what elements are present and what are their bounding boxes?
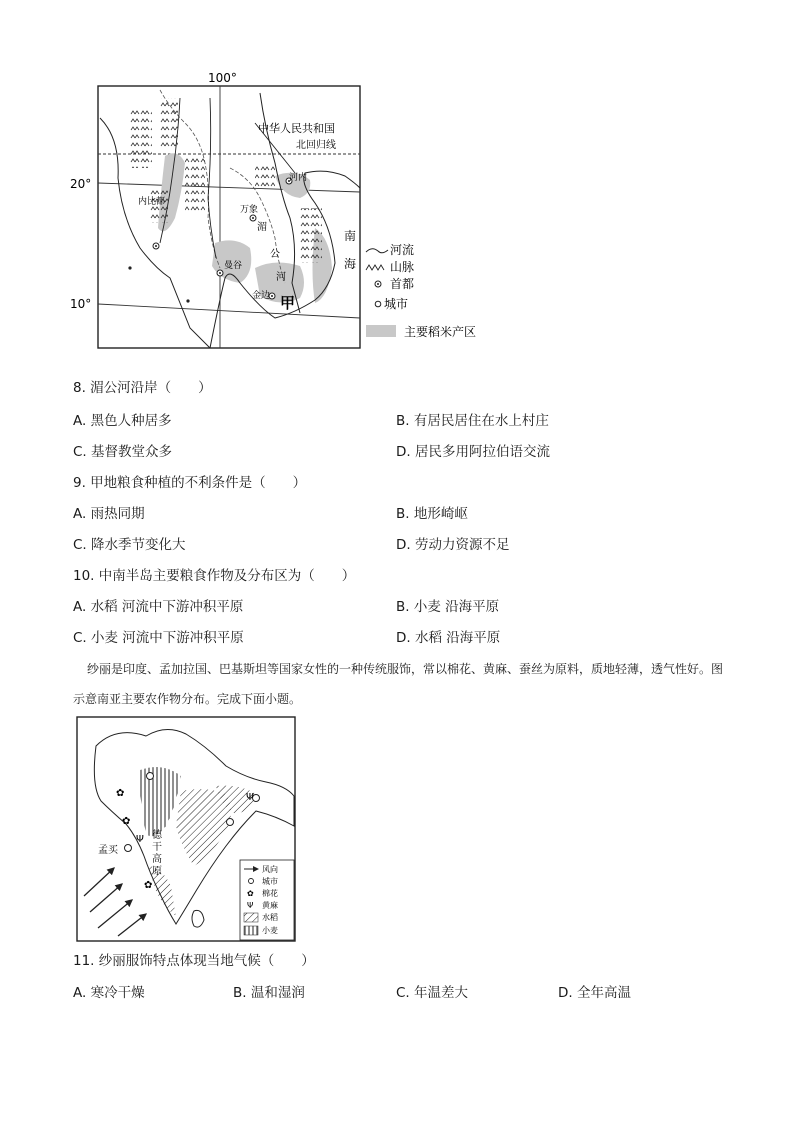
capital-marker-vientiane-dot bbox=[252, 217, 254, 219]
legend-wind: 风向 bbox=[262, 865, 278, 874]
jia-label: 甲 bbox=[280, 294, 296, 312]
city-label-naypyidaw: 内比都 bbox=[138, 197, 166, 207]
city-label-hanoi: 河内 bbox=[289, 173, 308, 183]
deccan-label-2: 干 bbox=[152, 842, 162, 853]
q8-option-d[interactable]: D. 居民多用阿拉伯语交流 bbox=[396, 444, 550, 460]
passage-text: 纱丽是印度、孟加拉国、巴基斯坦等国家女性的一种传统服饰，常以棉花、黄麻、蚕丝为原料，质地轻薄，透气性好。图示意南亚主要农作物分布。完成下面小题。 bbox=[73, 662, 724, 706]
capital-marker-phnompenh-dot bbox=[271, 295, 273, 297]
q11-option-b[interactable]: B. 温和湿润 bbox=[233, 985, 305, 1001]
jute-icon: Ψ bbox=[136, 834, 144, 845]
river-legend-icon bbox=[366, 249, 388, 253]
mekong-label-1: 湄 bbox=[257, 222, 267, 233]
q11-option-d[interactable]: D. 全年高温 bbox=[558, 985, 631, 1001]
mountain-range bbox=[255, 163, 275, 188]
lat-10-label: 10° bbox=[70, 297, 92, 311]
lat-20-label: 20° bbox=[70, 177, 92, 191]
capital-legend-icon-dot bbox=[377, 283, 379, 285]
q10-option-b[interactable]: B. 小麦 沿海平原 bbox=[396, 599, 500, 615]
cotton-icon: ✿ bbox=[122, 816, 131, 827]
deccan-label-3: 高 bbox=[152, 854, 162, 865]
legend-capital: 首都 bbox=[390, 277, 415, 291]
city-marker bbox=[227, 819, 234, 826]
legend-mountain: 山脉 bbox=[390, 260, 415, 274]
legend-city: 城市 bbox=[384, 297, 409, 311]
city-label-bangkok: 曼谷 bbox=[224, 261, 243, 271]
mountain-legend-icon bbox=[366, 265, 384, 270]
jute-icon: Ψ bbox=[246, 792, 254, 803]
legend-rice: 水稻 bbox=[262, 913, 278, 922]
q11-option-c[interactable]: C. 年温差大 bbox=[396, 985, 469, 1001]
sea-label-2: 海 bbox=[344, 257, 357, 271]
mountain-range bbox=[300, 208, 322, 263]
rice-legend-swatch bbox=[366, 325, 396, 337]
q10-stem: 10. 中南半岛主要粮食作物及分布区为（ ） bbox=[73, 568, 356, 584]
deccan-label-4: 原 bbox=[152, 866, 162, 877]
mekong-label-3: 河 bbox=[276, 272, 286, 283]
city-legend-icon bbox=[249, 879, 254, 884]
legend-rice: 主要稻米产区 bbox=[404, 325, 477, 339]
q11-option-a[interactable]: A. 寒冷干燥 bbox=[73, 985, 145, 1001]
mekong-label-2: 公 bbox=[270, 249, 280, 260]
south-asia-map-svg bbox=[76, 716, 296, 942]
q8-option-b[interactable]: B. 有居民居住在水上村庄 bbox=[396, 413, 549, 429]
city-marker bbox=[147, 773, 154, 780]
q10-option-a[interactable]: A. 水稻 河流中下游冲积平原 bbox=[73, 599, 244, 615]
deccan-label-1: 德 bbox=[152, 830, 162, 841]
q10-option-d[interactable]: D. 水稻 沿海平原 bbox=[396, 630, 501, 646]
capital-marker-bangkok-dot bbox=[219, 272, 221, 274]
legend-wheat: 小麦 bbox=[262, 926, 278, 935]
q9-option-c[interactable]: C. 降水季节变化大 bbox=[73, 537, 186, 553]
indochina-map bbox=[60, 68, 500, 358]
legend-city: 城市 bbox=[262, 877, 278, 886]
cotton-legend-icon: ✿ bbox=[247, 889, 254, 898]
city-label-phnompenh: 金边 bbox=[252, 291, 271, 301]
q11-stem: 11. 纱丽服饰特点体现当地气候（ ） bbox=[73, 953, 315, 969]
sea-label-1: 南 bbox=[344, 229, 357, 243]
q10-option-c[interactable]: C. 小麦 河流中下游冲积平原 bbox=[73, 630, 244, 646]
island-dot bbox=[128, 266, 131, 269]
jute-legend-icon: Ψ bbox=[247, 901, 254, 910]
legend-jute: 黄麻 bbox=[262, 901, 278, 910]
mountain-range bbox=[185, 158, 205, 213]
rice-legend-swatch bbox=[244, 913, 258, 922]
country-label: 中华人民共和国 bbox=[258, 122, 335, 135]
q9-option-a[interactable]: A. 雨热同期 bbox=[73, 506, 145, 522]
city-legend-icon bbox=[375, 301, 381, 307]
capital-marker-naypyidaw-dot bbox=[155, 245, 157, 247]
legend-cotton: 棉花 bbox=[262, 889, 278, 898]
q9-stem: 9. 甲地粮食种植的不利条件是（ ） bbox=[73, 475, 307, 491]
cotton-icon: ✿ bbox=[144, 880, 153, 891]
south-asia-map bbox=[76, 716, 296, 942]
legend-river: 河流 bbox=[390, 243, 415, 257]
island-dot bbox=[186, 299, 189, 302]
city-label-vientiane: 万象 bbox=[240, 205, 259, 215]
lon-label: 100° bbox=[208, 71, 237, 85]
city-marker-mumbai bbox=[125, 845, 132, 852]
q8-option-c[interactable]: C. 基督教堂众多 bbox=[73, 444, 173, 460]
cotton-icon: ✿ bbox=[116, 788, 125, 799]
wheat-legend-swatch bbox=[244, 926, 258, 935]
q8-option-a[interactable]: A. 黑色人种居多 bbox=[73, 413, 172, 429]
tropic-label: 北回归线 bbox=[296, 140, 336, 151]
mountain-range bbox=[130, 108, 152, 168]
q9-option-d[interactable]: D. 劳动力资源不足 bbox=[396, 537, 510, 553]
q8-stem: 8. 湄公河沿岸（ ） bbox=[73, 380, 212, 396]
mumbai-label: 孟买 bbox=[98, 845, 118, 856]
mountain-range bbox=[160, 98, 178, 148]
q9-option-b[interactable]: B. 地形崎岖 bbox=[396, 506, 468, 522]
indochina-map-svg bbox=[60, 68, 500, 358]
